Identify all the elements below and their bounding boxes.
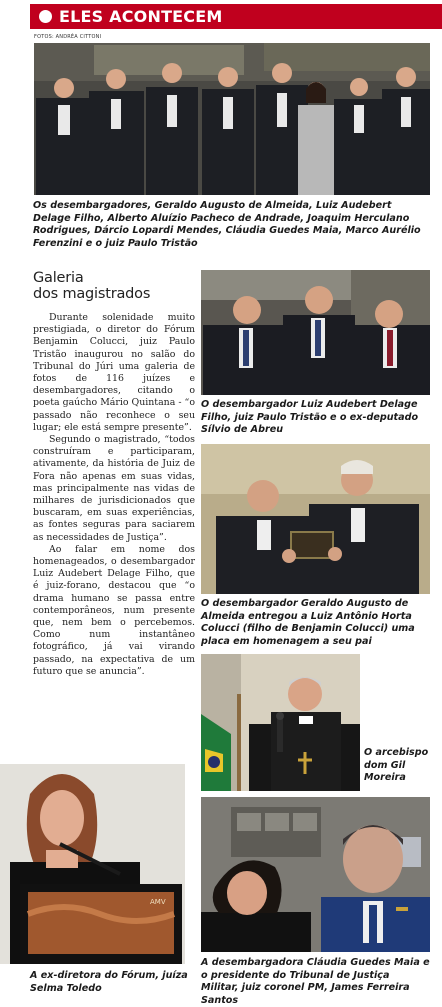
photo-lectern xyxy=(0,764,185,964)
article-paragraph: Segundo o magistrado, “todos construíram e participaram, ativamente, da história de Juiz de Fora não apenas em suas vidas, mas principalmente nas vidas de milhares de jurisdicionados que buscaram, em suas experiências, as fontes seguras para saciarem as necessidades de Justiça”. xyxy=(33,434,195,543)
photo-couple xyxy=(201,797,430,952)
section-title: ELES ACONTECEM xyxy=(59,7,223,26)
photo-three-men-caption: O desembargador Luiz Audebert Delage Filho, juiz Paulo Tristão e o ex-deputado Sílvio de Abreu xyxy=(201,399,419,436)
section-header xyxy=(30,4,442,29)
photo-couple-caption: A desembargadora Cláudia Guedes Maia e o presidente do Tribunal de Justiça Militar, juiz coronel PM, James Ferreira Santos xyxy=(201,957,430,1006)
photo-lectern-caption: A ex-diretora do Fórum, juíza Selma Toledo xyxy=(30,970,188,994)
article-paragraph: Ao falar em nome dos homenageados, o desembargador Luiz Audebert Delage Filho, que é juiz-forano, destacou que “o drama humano se passa entre contemporâneos, num presente que, nem bem o percebemos. Como num instantâneo fotográfico, já vai virando passado, na expectativa de um futuro que se anuncia”. xyxy=(33,543,195,677)
photo-plaque-caption: O desembargador Geraldo Augusto de Almeida entregou a Luiz Antônio Horta Colucci (filho de Benjamin Colucci) uma placa em homenagem a seu pai xyxy=(201,598,415,647)
photo-credit: FOTOS: ANDRÉA CITTONI xyxy=(34,34,102,40)
article-title xyxy=(33,270,150,302)
article-title-line-1: Galeria xyxy=(33,270,84,286)
photo-three-men xyxy=(201,270,430,395)
photo-archbishop xyxy=(201,654,360,791)
article-body xyxy=(33,312,195,678)
photo-plaque xyxy=(201,444,430,594)
group-photo xyxy=(34,43,430,195)
bullet-dot-icon xyxy=(39,10,52,23)
group-photo-caption: Os desembargadores, Geraldo Augusto de Almeida, Luiz Audebert Delage Filho, Alberto Aluízio Pacheco de Andrade, Joaquim Herculano Rodrigues, Dárcio Lopardi Mendes, Cláudia Guedes Maia, Marco Aurélio Ferenzini e o juiz Paulo Tristão xyxy=(33,200,421,249)
article-paragraph: Durante solenidade muito prestigiada, o diretor do Fórum Benjamin Colucci, juiz Paulo Tristão inaugurou no salão do Tribunal do Júri uma galeria de fotos de 116 juízes e desembargadores, citando o poeta gaúcho Mário Quintana - “o passado não reconhece o seu lugar; ele está sempre presente”. xyxy=(33,312,195,433)
lectern-brand: AMV xyxy=(150,898,166,906)
article-title-line-2: dos magistrados xyxy=(33,286,151,302)
photo-archbishop-caption: O arcebispo dom Gil Moreira xyxy=(364,747,429,784)
